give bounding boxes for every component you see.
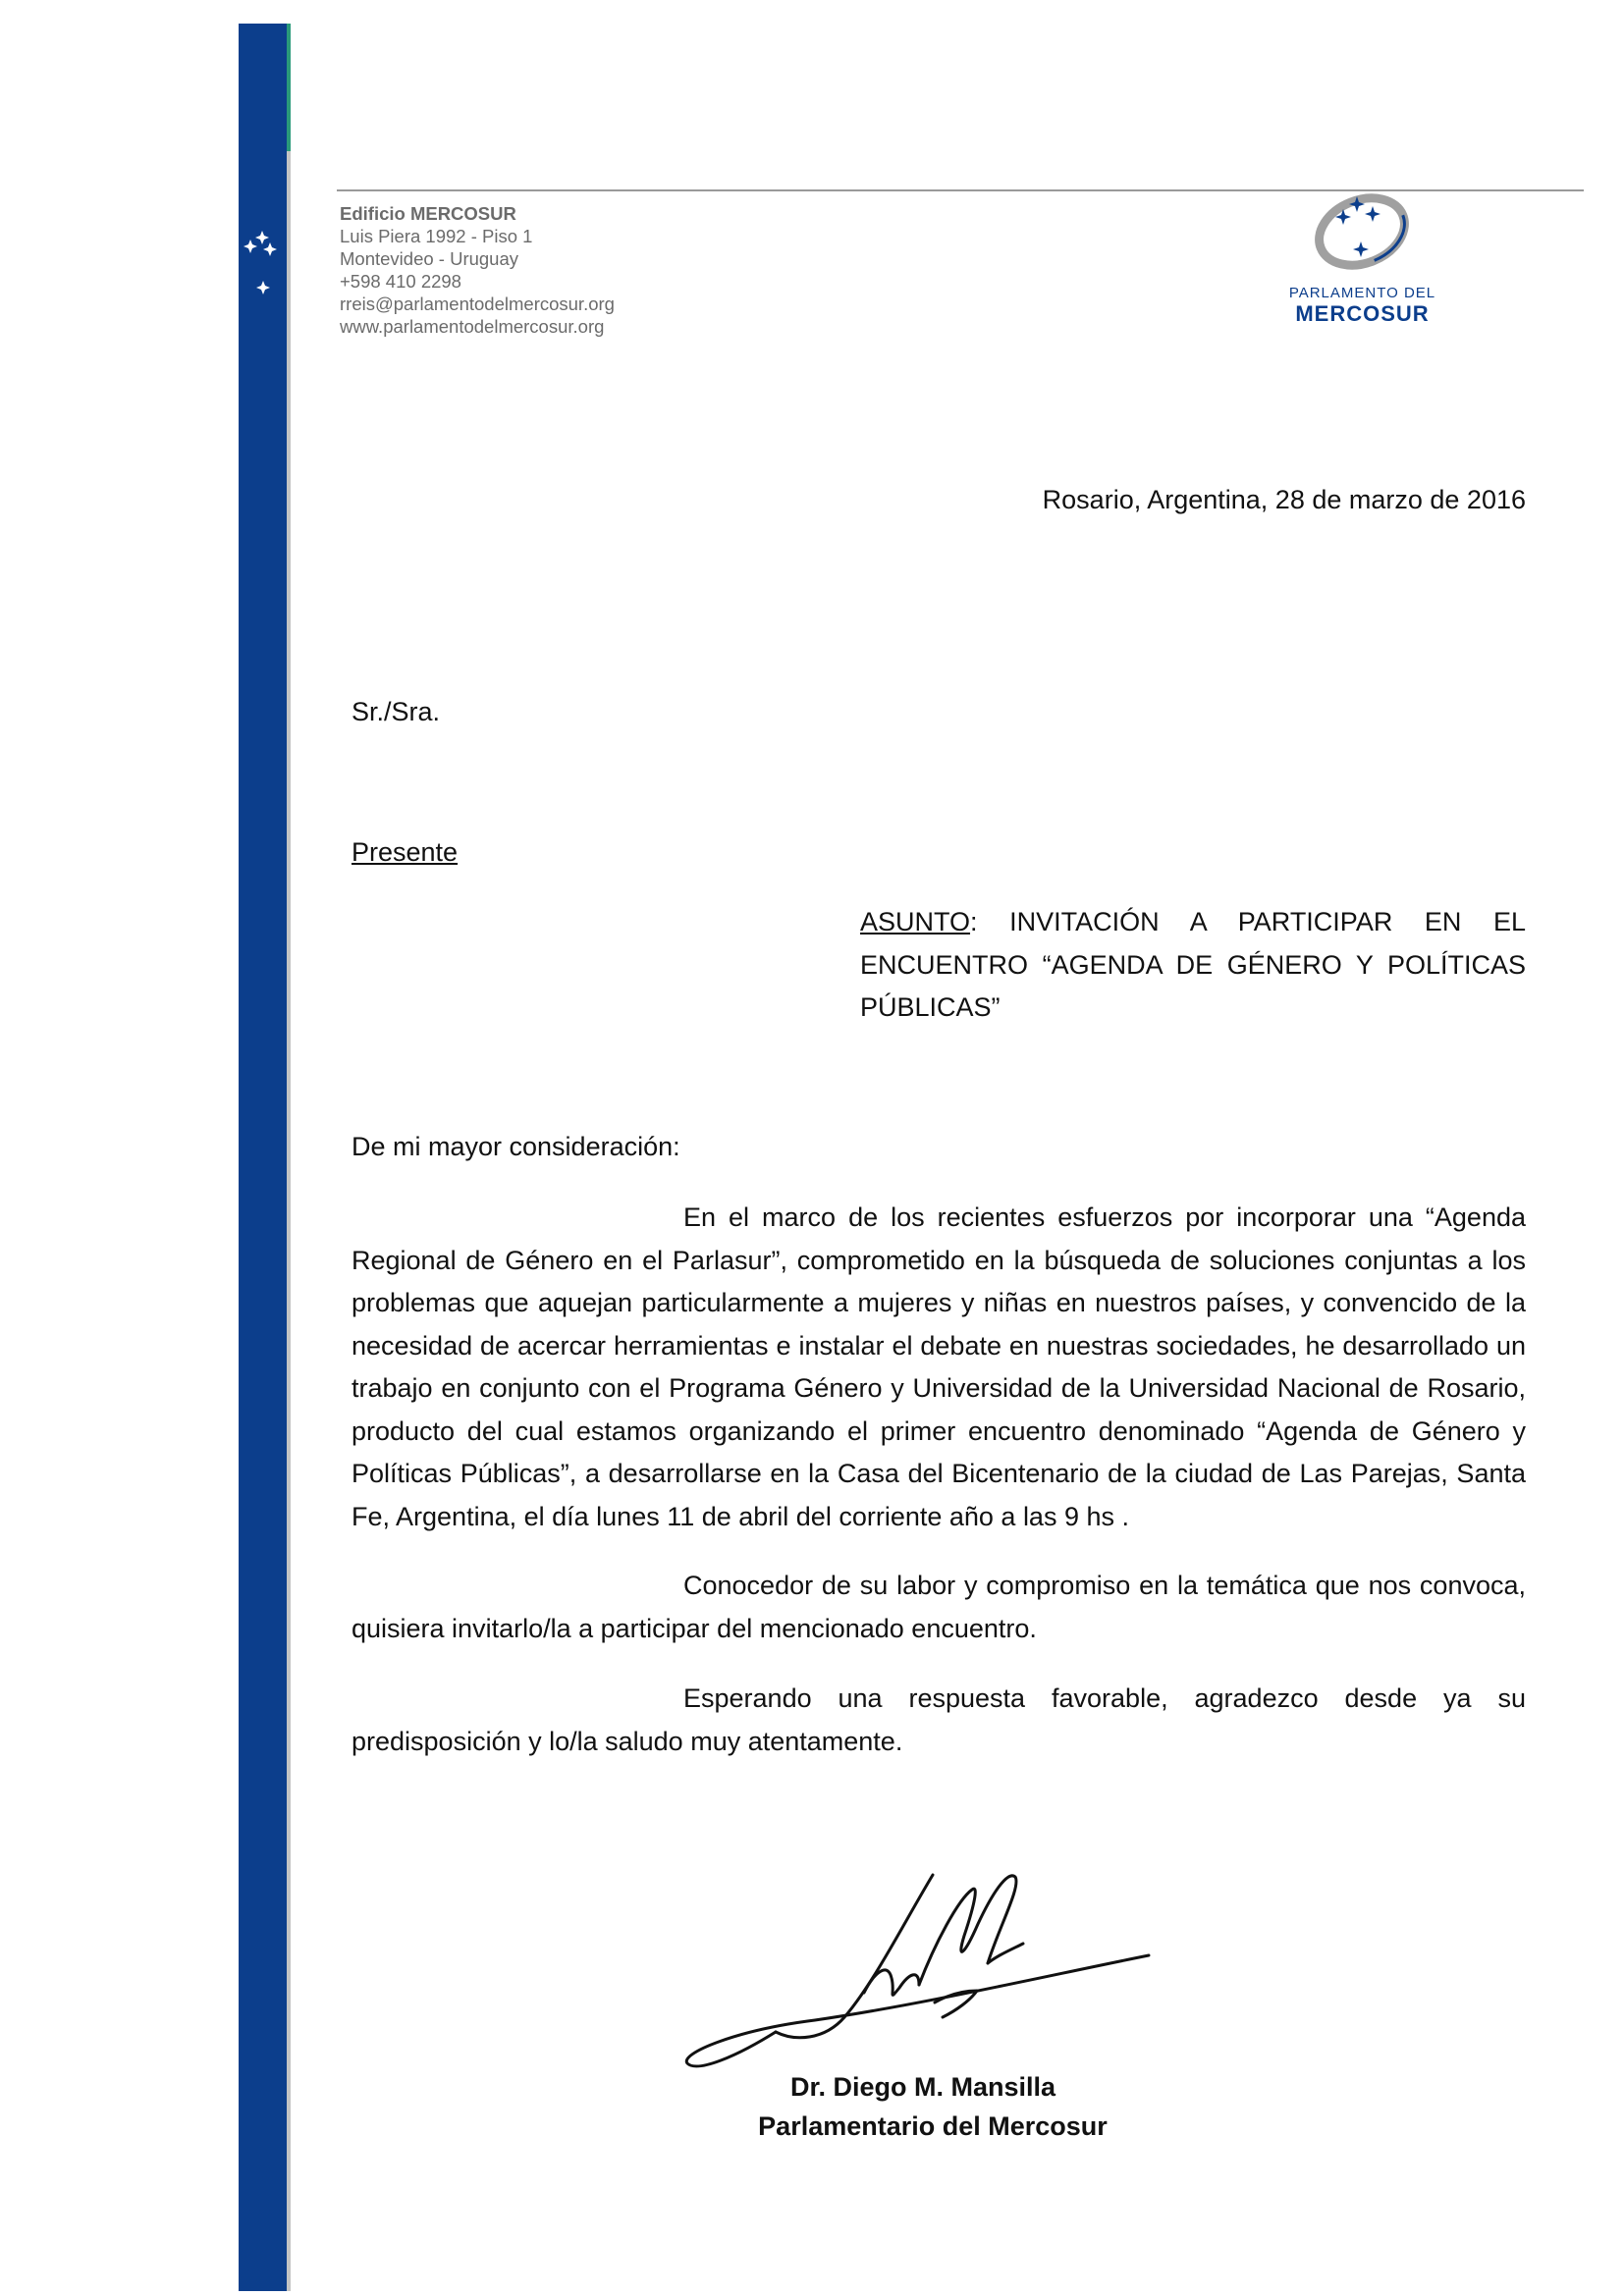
contact-city: Montevideo - Uruguay [340,248,519,269]
sidebar-stars-icon [239,231,287,299]
contact-block [340,202,615,338]
handwritten-signature [677,1845,1159,2091]
sidebar-gray-stripe [287,151,291,2291]
letter-salutation: Sr./Sra. [352,697,441,726]
letter-presente: Presente [352,837,459,867]
subject-text: : INVITACIÓN A PARTICIPAR EN EL ENCUENTRO “AGENDA DE GÉNERO Y POLÍTICAS PÚBLICAS” [860,907,1526,1022]
logo-text-line1: PARLAMENTO DEL [1288,285,1436,301]
letter-date: Rosario, Argentina, 28 de marzo de 2016 [1042,485,1526,514]
subject-label: ASUNTO [860,907,971,936]
contact-website: www.parlamentodelmercosur.org [340,316,605,337]
contact-phone: +598 410 2298 [340,271,461,292]
signer-role: Parlamentario del Mercosur [758,2111,1108,2141]
letter-paragraph-1: En el marco de los recientes esfuerzos por incorporar una “Agenda Regional de Género en el Parlasur”, comprometido en la búsqueda de soluciones conjuntas a los problemas que aquejan particularmente a mujeres y niñas en nuestros países, y convencido de la necesidad de acercar herramientas e instalar el debate en nuestras sociedades, he desarrollado un trabajo en conjunto con el Programa Género y Universidad de la Universidad Nacional de Rosario, producto del cual estamos organizando el primer encuentro denominado “Agenda de Género y Políticas Públicas”, a desarrollarse en la Casa del Bicentenario de la ciudad de Las Parejas, Santa Fe, Argentina, el día lunes 11 de abril del corriente año a las 9 hs . [352,1202,1526,1531]
letter-greeting: De mi mayor consideración: [352,1132,680,1161]
sidebar-accent-stripe [287,24,291,151]
contact-building: Edificio MERCOSUR [340,203,516,224]
letter-paragraph-3: Esperando una respuesta favorable, agradezco desde ya su predisposición y lo/la saludo muy atentamente. [352,1683,1526,1756]
logo-text-line2: MERCOSUR [1295,301,1430,326]
parlamento-logo [1276,185,1448,332]
contact-email: rreis@parlamentodelmercosur.org [340,294,615,314]
logo-emblem-icon [1306,185,1419,283]
signer-name: Dr. Diego M. Mansilla [789,2072,1056,2102]
sidebar-bar [239,24,287,2291]
letter-paragraph-2: Conocedor de su labor y compromiso en la temática que nos convoca, quisiera invitarlo/la a participar del mencionado encuentro. [352,1571,1526,1643]
letter-subject [860,901,1526,1030]
contact-street: Luis Piera 1992 - Piso 1 [340,226,533,246]
